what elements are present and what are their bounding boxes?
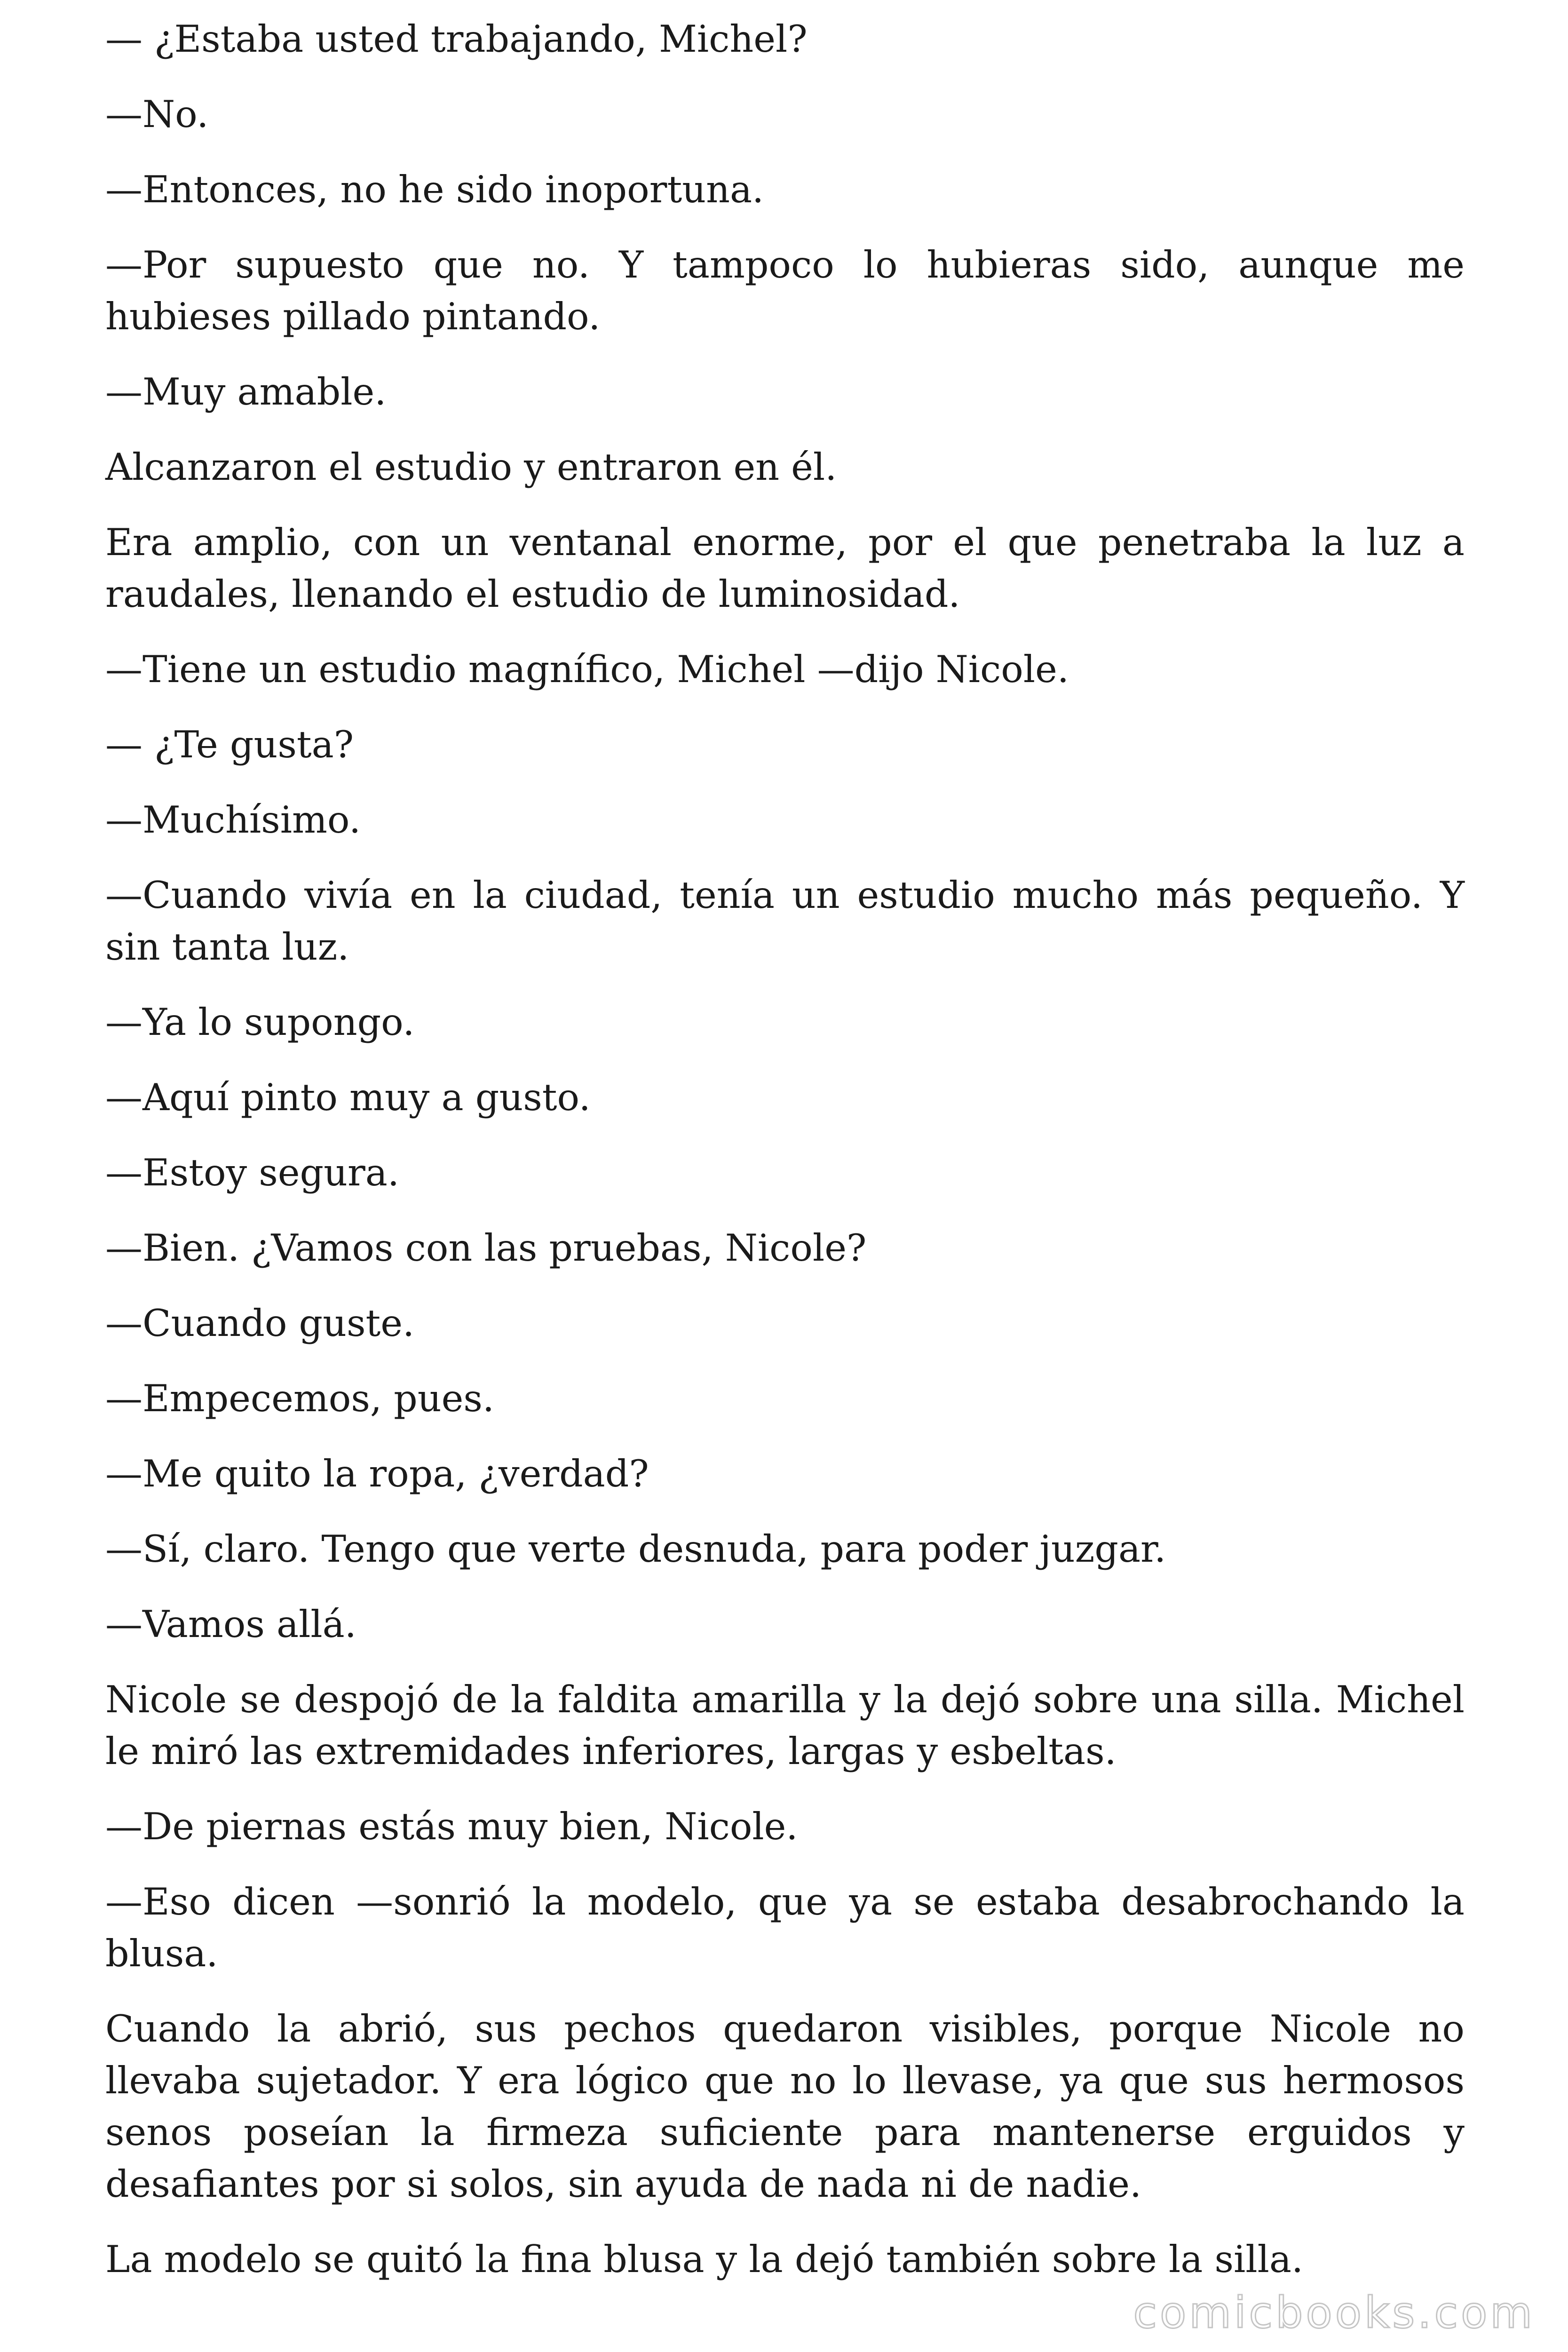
paragraph: Cuando la abrió, sus pechos quedaron visibles, porque Nicole no llevaba sujetador. Y era lógico que no lo llevase, ya que sus hermosos senos poseían la firmeza suficiente para mantenerse erguidos y desafiantes por si solos, sin ayuda de nada ni de nadie. xyxy=(105,2007,1465,2206)
paragraph: — ¿Te gusta? xyxy=(105,723,354,766)
paragraph: —Empecemos, pues. xyxy=(105,1377,494,1420)
paragraph: La modelo se quitó la fina blusa y la dejó también sobre la silla. xyxy=(105,2238,1304,2281)
paragraph: —Muchísimo. xyxy=(105,798,361,842)
paragraph: —Ya lo supongo. xyxy=(105,1001,415,1044)
paragraph: —Aquí pinto muy a gusto. xyxy=(105,1076,591,1119)
paragraph: —Me quito la ropa, ¿verdad? xyxy=(105,1452,649,1495)
paragraph: —Cuando guste. xyxy=(105,1302,415,1345)
watermark: comicbooks.com xyxy=(1133,2288,1535,2338)
paragraph: —Vamos allá. xyxy=(105,1603,356,1646)
paragraph: —Por supuesto que no. Y tampoco lo hubieras sido, aunque me hubieses pillado pintando. xyxy=(105,243,1465,338)
paragraph: Nicole se despojó de la faldita amarilla y la dejó sobre una silla. Michel le miró las extremidades inferiores, largas y esbeltas. xyxy=(105,1678,1465,1773)
paragraph: —Estoy segura. xyxy=(105,1151,399,1194)
paragraph: —De piernas estás muy bien, Nicole. xyxy=(105,1805,798,1848)
paragraph: —Eso dicen —sonrió la modelo, que ya se estaba desabrochando la blusa. xyxy=(105,1880,1465,1975)
paragraph: —No. xyxy=(105,93,209,136)
book-page xyxy=(105,13,1465,2309)
paragraph: —Cuando vivía en la ciudad, tenía un estudio mucho más pequeño. Y sin tanta luz. xyxy=(105,874,1465,969)
paragraph: —Sí, claro. Tengo que verte desnuda, para poder juzgar. xyxy=(105,1527,1166,1571)
paragraph: —Tiene un estudio magnífico, Michel —dijo Nicole. xyxy=(105,648,1069,691)
paragraph: Era amplio, con un ventanal enorme, por el que penetraba la luz a raudales, llenando el estudio de luminosidad. xyxy=(105,521,1465,616)
paragraph: —Bien. ¿Vamos con las pruebas, Nicole? xyxy=(105,1226,867,1270)
paragraph: —Entonces, no he sido inoportuna. xyxy=(105,168,764,211)
paragraph: — ¿Estaba usted trabajando, Michel? xyxy=(105,17,808,61)
paragraph: Alcanzaron el estudio y entraron en él. xyxy=(105,445,837,489)
paragraph: —Muy amable. xyxy=(105,370,387,413)
